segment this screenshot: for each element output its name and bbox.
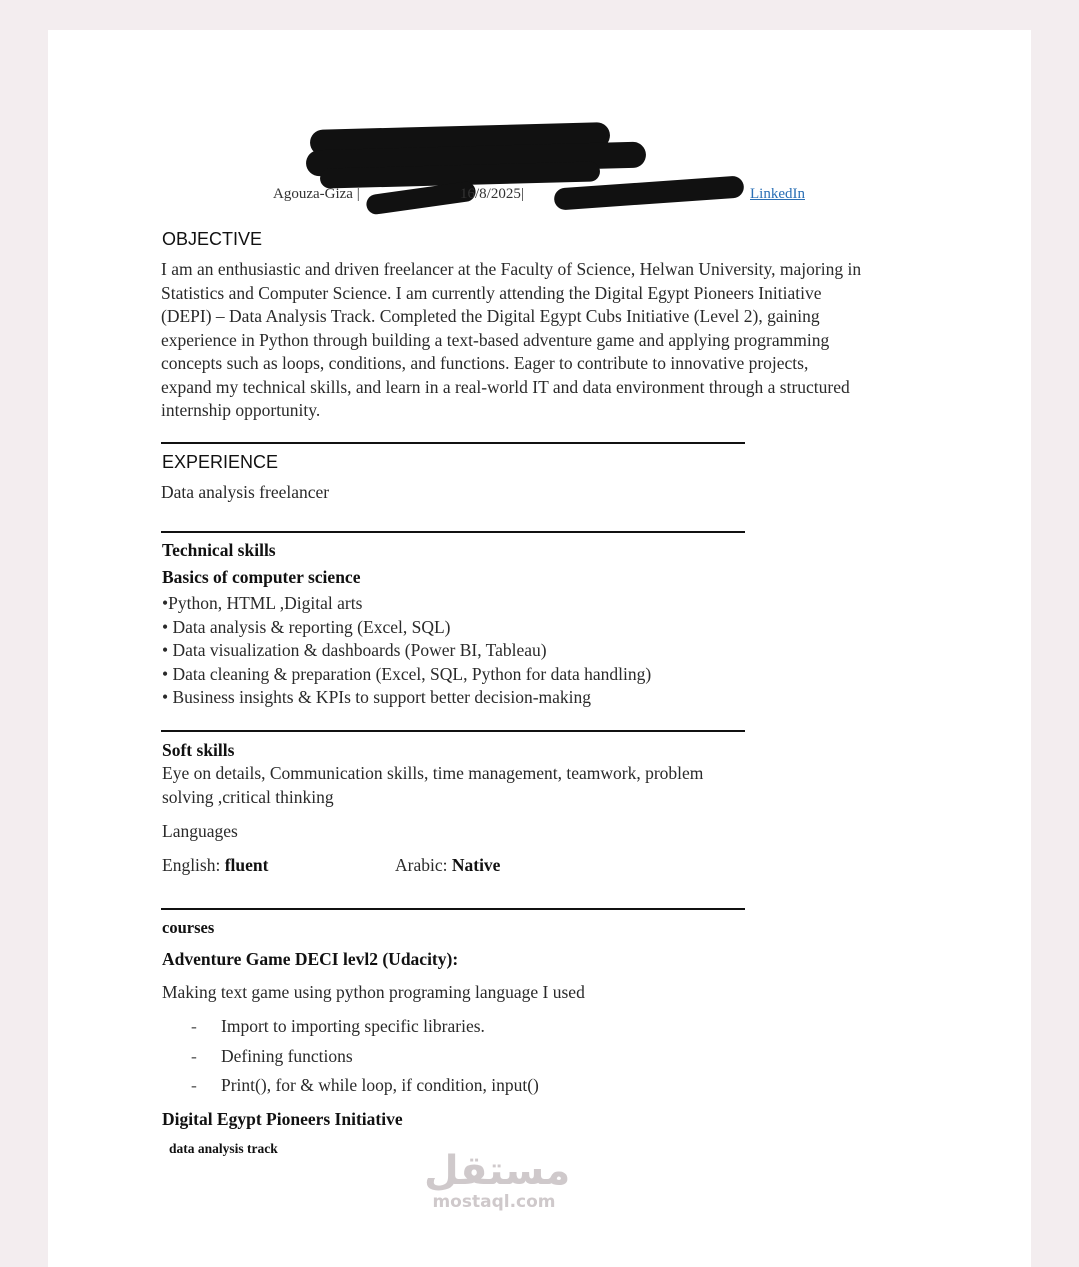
course-subtitle: data analysis track bbox=[169, 1141, 278, 1156]
objective-line: experience in Python through building a text-based adventure game and applying programming bbox=[161, 329, 830, 350]
resume-page bbox=[48, 30, 1031, 1267]
objective-title: OBJECTIVE bbox=[162, 229, 263, 249]
objective-text bbox=[161, 258, 861, 423]
watermark-logo: مستقل bbox=[424, 1148, 571, 1194]
linkedin-link[interactable]: LinkedIn bbox=[750, 186, 805, 202]
course-bullet: - Defining functions bbox=[191, 1046, 353, 1066]
soft-skills-line: solving ,critical thinking bbox=[162, 786, 334, 807]
section-divider bbox=[161, 531, 745, 533]
section-divider bbox=[161, 730, 745, 732]
course-title: Adventure Game DECI levl2 (Udacity): bbox=[162, 949, 459, 969]
course-description: Making text game using python programing language I used bbox=[162, 982, 585, 1002]
objective-line: expand my technical skills, and learn in a real-world IT and data environment through a structured bbox=[161, 376, 850, 397]
english-label: English: bbox=[162, 855, 221, 875]
technical-skills-subtitle: Basics of computer science bbox=[162, 567, 361, 587]
skill-item: •Python, HTML ,Digital arts bbox=[162, 593, 363, 613]
objective-line: (DEPI) – Data Analysis Track. Completed the Digital Egypt Cubs Initiative (Level 2), gaining bbox=[161, 306, 820, 326]
skill-item: • Data analysis & reporting (Excel, SQL) bbox=[162, 617, 451, 637]
arabic-label: Arabic: bbox=[395, 855, 448, 875]
objective-line: internship opportunity. bbox=[161, 400, 321, 420]
location-text: Agouza-Giza | bbox=[273, 186, 360, 202]
english-level: fluent bbox=[224, 855, 269, 875]
technical-skills-title: Technical skills bbox=[162, 540, 276, 560]
skill-item: • Business insights & KPIs to support better decision-making bbox=[162, 687, 592, 707]
objective-line: Statistics and Computer Science. I am currently attending the Digital Egypt Pioneers Initiative bbox=[161, 282, 822, 303]
experience-item: Data analysis freelancer bbox=[161, 482, 330, 502]
courses-title: courses bbox=[162, 918, 215, 937]
soft-skills-line: Eye on details, Communication skills, time management, teamwork, problem bbox=[162, 763, 704, 783]
course-bullet: - Import to importing specific libraries. bbox=[191, 1016, 485, 1036]
contact-line bbox=[273, 186, 360, 203]
section-divider bbox=[161, 908, 745, 910]
skill-item: • Data visualization & dashboards (Power BI, Tableau) bbox=[162, 640, 547, 660]
course-title: Digital Egypt Pioneers Initiative bbox=[162, 1109, 403, 1129]
soft-skills-text bbox=[162, 762, 703, 809]
experience-title: EXPERIENCE bbox=[162, 452, 279, 472]
date-text: 16/8/2025| bbox=[460, 186, 524, 202]
mostaql-watermark bbox=[424, 1148, 571, 1212]
section-divider bbox=[161, 442, 745, 444]
english-language bbox=[162, 854, 268, 878]
objective-line: I am an enthusiastic and driven freelancer at the Faculty of Science, Helwan University, majoring in bbox=[161, 259, 862, 279]
languages-label: Languages bbox=[162, 821, 238, 841]
arabic-level: Native bbox=[451, 855, 501, 875]
objective-line: concepts such as loops, conditions, and functions. Eager to contribute to innovative projects, bbox=[161, 353, 809, 373]
course-bullet: - Print(), for & while loop, if condition, input() bbox=[191, 1075, 539, 1095]
skill-item: • Data cleaning & preparation (Excel, SQL, Python for data handling) bbox=[162, 664, 652, 684]
arabic-language bbox=[395, 854, 500, 878]
watermark-url: mostaql.com bbox=[432, 1192, 556, 1212]
soft-skills-title: Soft skills bbox=[162, 740, 235, 760]
